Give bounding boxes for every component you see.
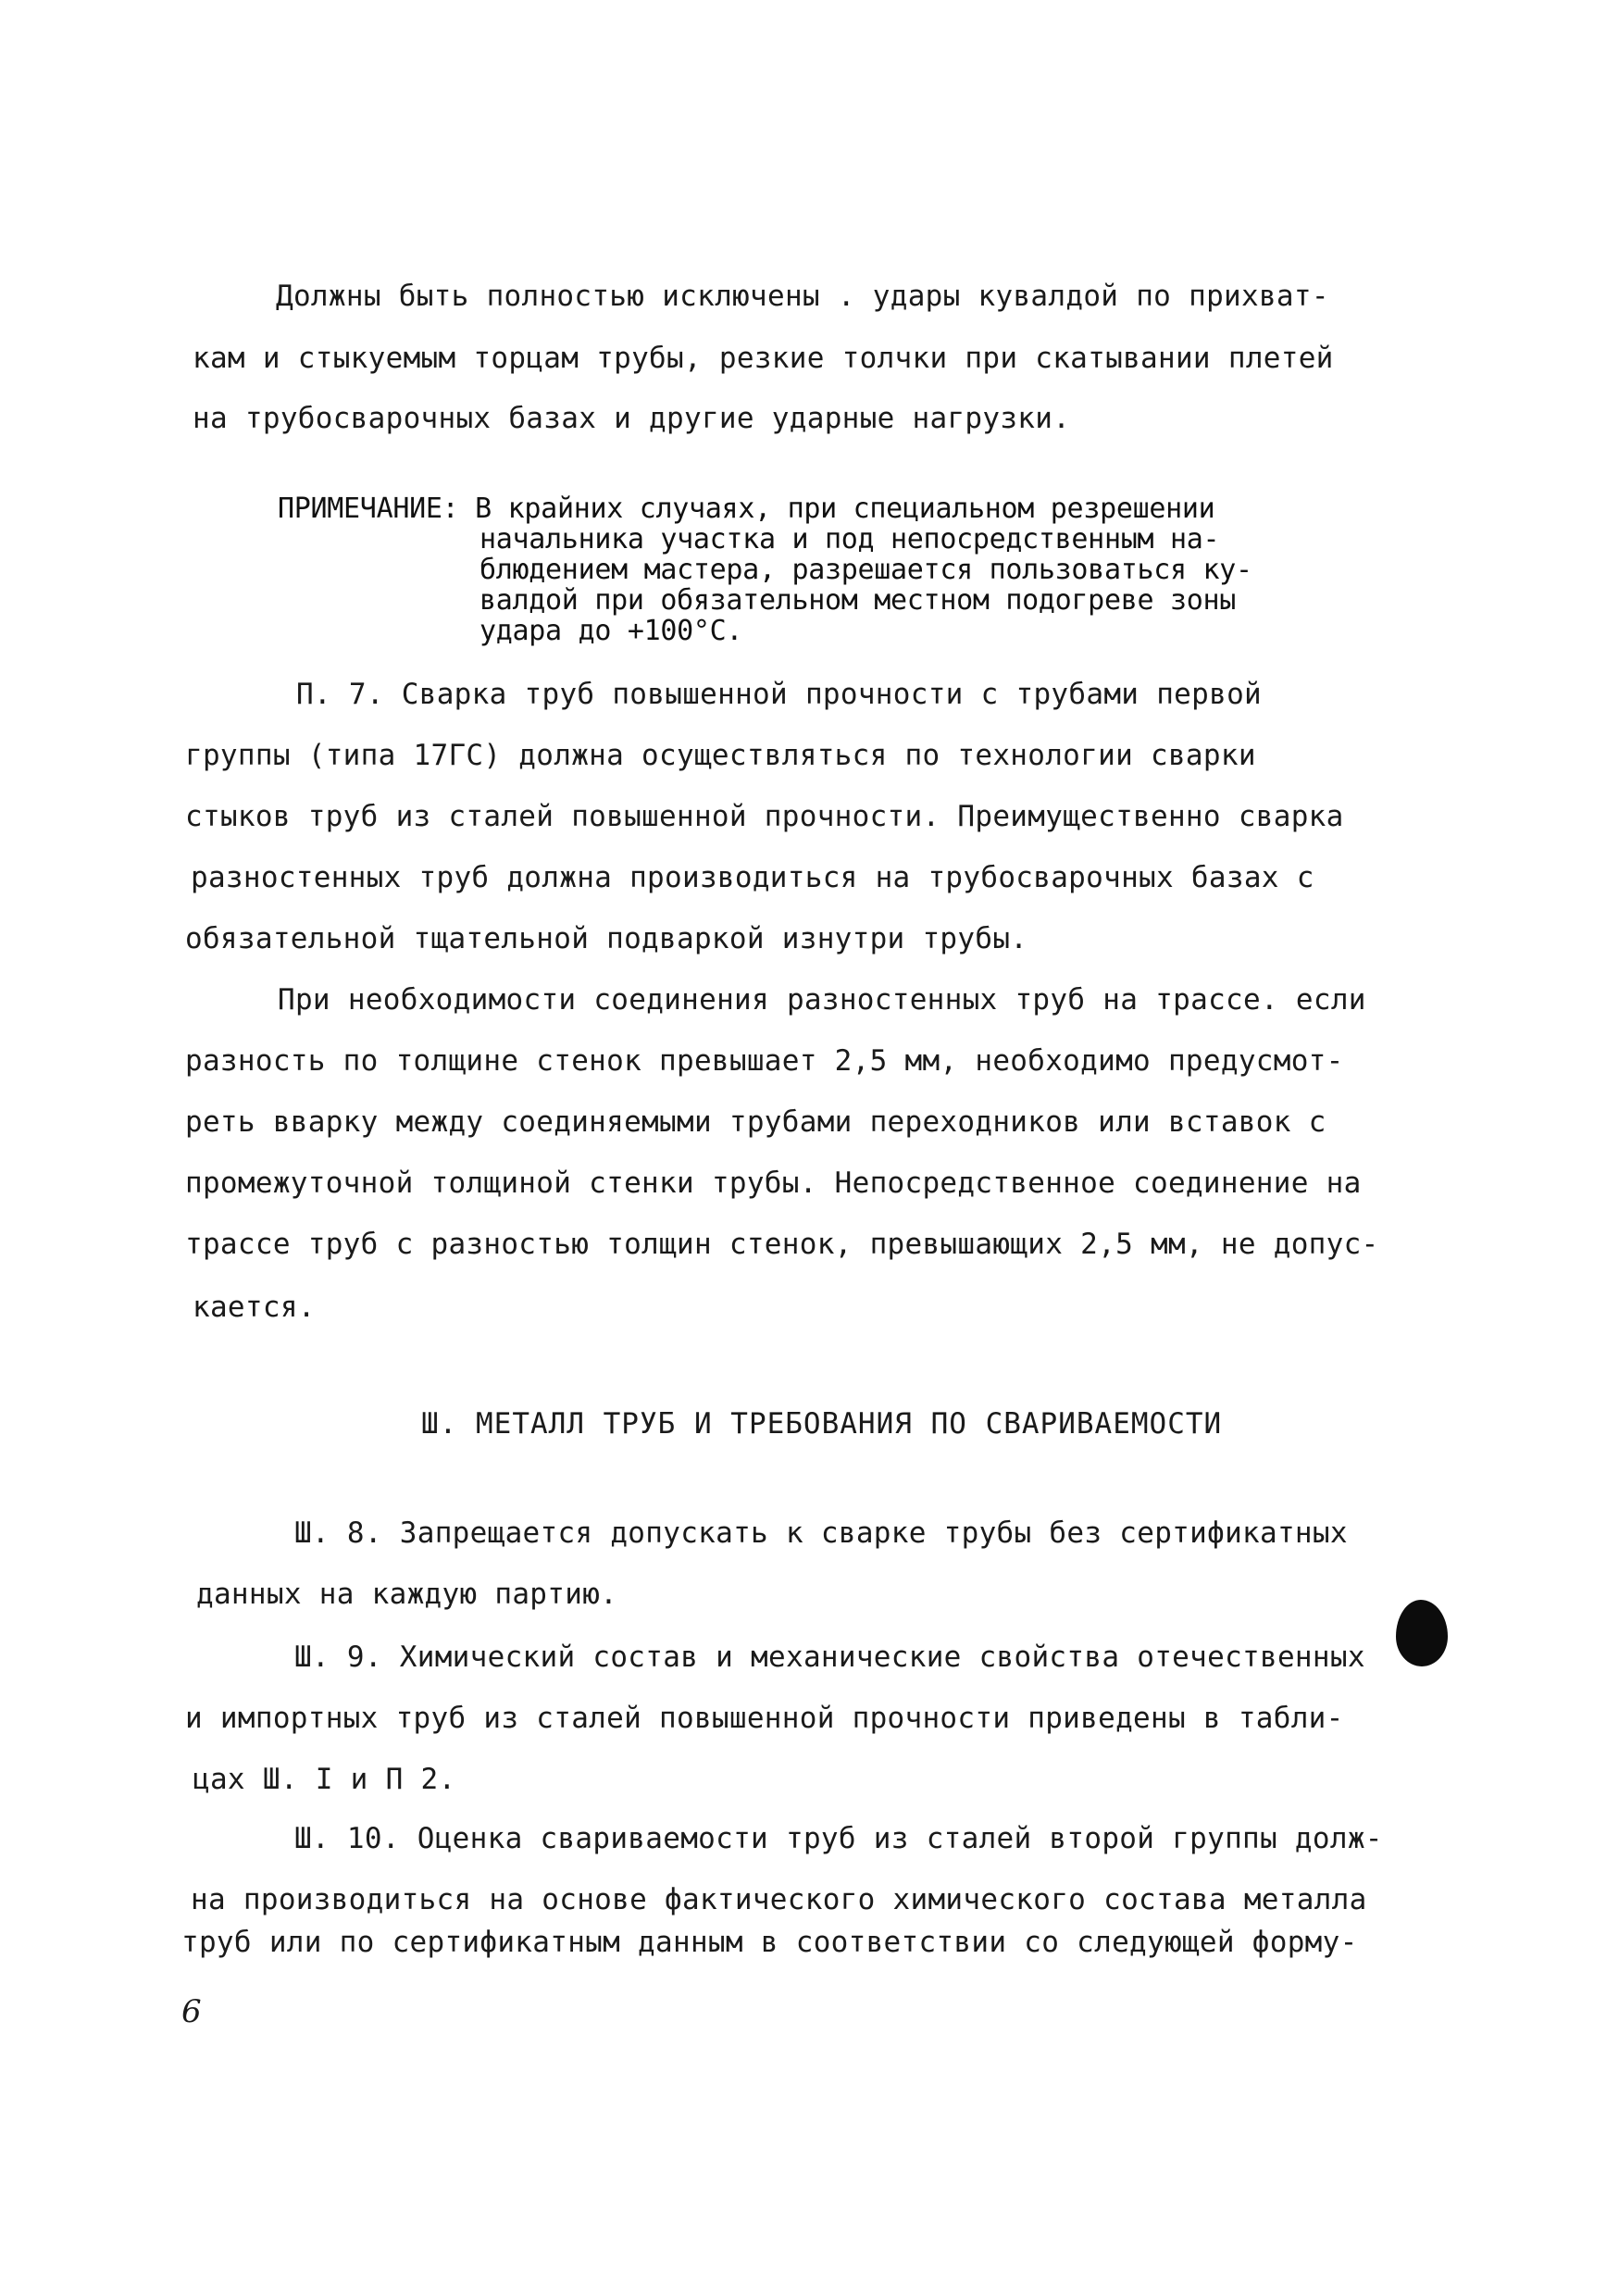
text-line: Ш. 10. Оценка свариваемости труб из сталей второй группы долж- bbox=[294, 1822, 1383, 1855]
text-line: При необходимости соединения разностенных труб на трассе. если bbox=[278, 983, 1366, 1017]
text-line: кам и стыкуемым торцам трубы, резкие толчки при скатывании плетей bbox=[193, 342, 1334, 375]
text-line: П. 7. Сварка труб повышенной прочности с трубами первой bbox=[296, 678, 1262, 711]
text-line: на производиться на основе фактического химического состава металла bbox=[191, 1883, 1367, 1916]
page-number: 6 bbox=[181, 1993, 202, 2030]
text-line: и импортных труб из сталей повышенной прочности приведены в табли- bbox=[185, 1702, 1344, 1735]
text-line: Ш. 9. Химический состав и механические свойства отечественных bbox=[294, 1641, 1365, 1674]
text-line: труб или по сертификатным данным в соответствии со следующей форму- bbox=[181, 1926, 1358, 1959]
text-line: реть вварку между соединяемыми трубами переходников или вставок с bbox=[185, 1105, 1326, 1139]
text-line: кается. bbox=[193, 1291, 316, 1324]
text-line: разность по толщине стенок превышает 2,5 мм, необходимо предусмот- bbox=[185, 1044, 1344, 1078]
text-line: на трубосварочных базах и другие ударные нагрузки. bbox=[193, 402, 1071, 435]
text-line: промежуточной толщиной стенки трубы. Непосредственное соединение на bbox=[185, 1167, 1362, 1200]
note-line: начальника участка и под непосредственным на- bbox=[479, 523, 1220, 555]
text-line: стыков труб из сталей повышенной прочности. Преимущественно сварка bbox=[185, 800, 1344, 833]
text-line: обязательной тщательной подваркой изнутри трубы. bbox=[185, 922, 1028, 955]
section-heading: Ш. МЕТАЛЛ ТРУБ И ТРЕБОВАНИЯ ПО СВАРИВАЕМОСТИ bbox=[421, 1407, 1223, 1441]
note-line: ПРИМЕЧАНИЕ: В крайних случаях, при специальном резрешении bbox=[278, 493, 1215, 525]
text-line: цах Ш. I и П 2. bbox=[193, 1763, 456, 1796]
text-line: Должны быть полностью исключены . удары кувалдой по прихват- bbox=[276, 280, 1329, 313]
text-line: данных на каждую партию. bbox=[196, 1578, 618, 1611]
note-line: удара до +100°С. bbox=[479, 615, 743, 647]
text-line: Ш. 8. Запрещается допускать к сварке трубы без сертификатных bbox=[294, 1516, 1348, 1550]
text-line: трассе труб с разностью толщин стенок, превышающих 2,5 мм, не допус- bbox=[185, 1228, 1379, 1261]
ink-blot bbox=[1396, 1600, 1448, 1666]
note-line: блюдением мастера, разрешается пользоваться ку- bbox=[479, 554, 1252, 586]
text-line: разностенных труб должна производиться на трубосварочных базах с bbox=[191, 861, 1314, 894]
text-line: группы (типа 17ГС) должна осуществляться по технологии сварки bbox=[185, 739, 1256, 772]
note-line: валдой при обязательном местном подогреве зоны bbox=[479, 584, 1237, 617]
